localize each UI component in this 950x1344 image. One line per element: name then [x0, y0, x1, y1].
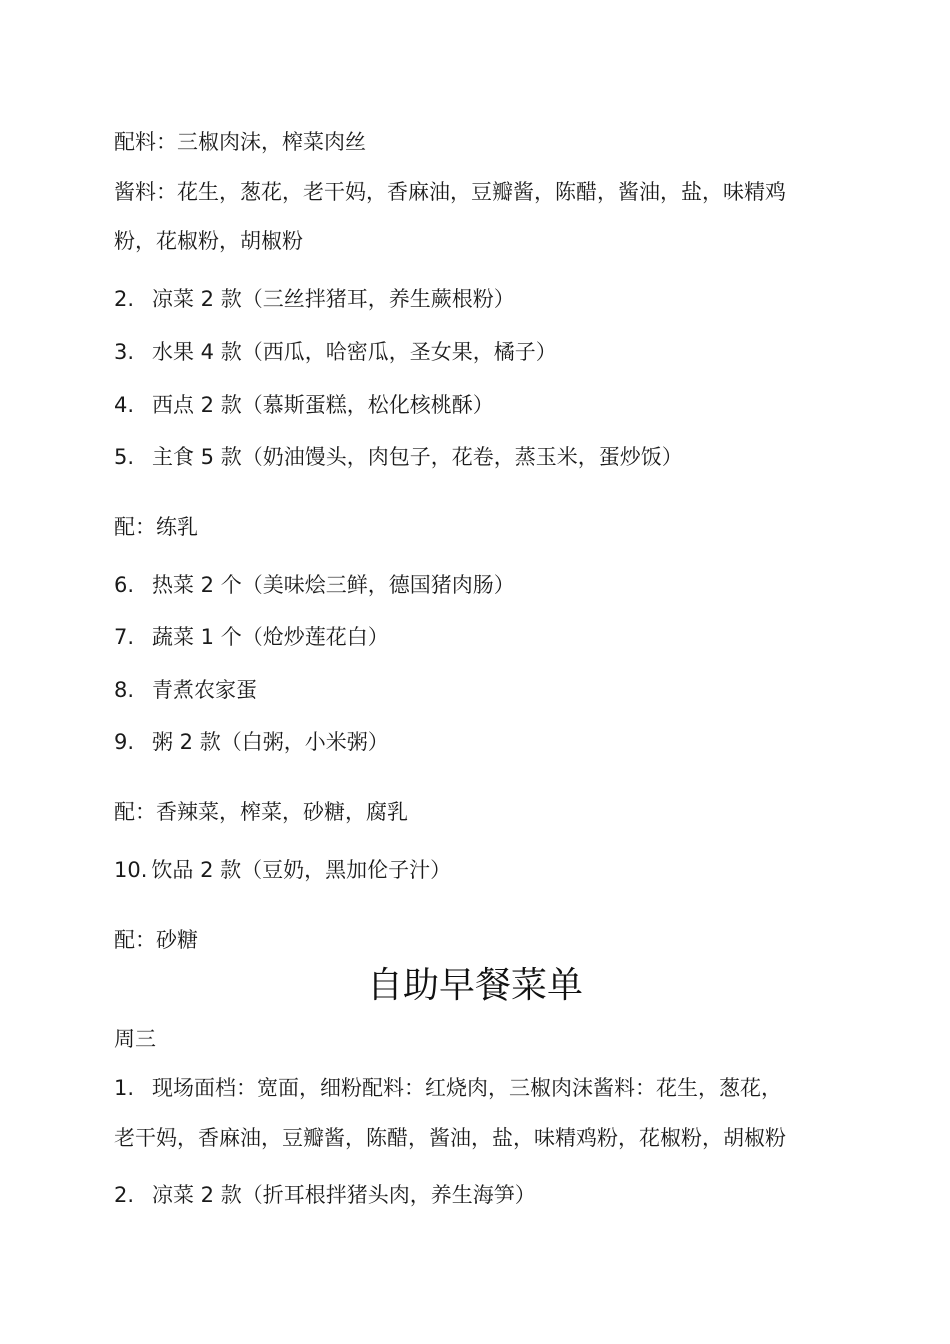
noodle-station-continued	[114, 1124, 786, 1152]
weekday-label	[114, 1025, 156, 1053]
item-text: 现场面档：宽面，细粉配料：红烧肉，三椒肉沫酱料：花生，葱花，	[152, 1076, 782, 1100]
item-number: 4.	[114, 393, 135, 417]
item-text: 热菜 2 个（美味烩三鲜，德国猪肉肠）	[152, 573, 515, 597]
item-number: 6.	[114, 573, 135, 597]
item-number: 2.	[114, 1183, 135, 1207]
sauce-line-continued	[114, 227, 303, 255]
item-text: 凉菜 2 款（折耳根拌猪头肉，养生海笋）	[152, 1183, 536, 1207]
side-note-text: 配：练乳	[114, 515, 198, 539]
menu-item-staple	[114, 443, 683, 471]
item-text: 水果 4 款（西瓜，哈密瓜，圣女果，橘子）	[152, 340, 557, 364]
side-note-condiments	[114, 798, 408, 826]
weekday-text: 周三	[114, 1027, 156, 1051]
item-number: 5.	[114, 445, 135, 469]
item-number: 10.	[114, 858, 148, 882]
menu-item-porridge	[114, 728, 389, 756]
menu-item-egg	[114, 676, 257, 704]
item-text: 凉菜 2 款（三丝拌猪耳，养生蕨根粉）	[152, 287, 515, 311]
side-note-milk	[114, 513, 198, 541]
item-text: 饮品 2 款（豆奶，黑加伦子汁）	[151, 858, 452, 882]
menu-item-cold-dishes	[114, 285, 515, 313]
item-number: 1.	[114, 1076, 135, 1100]
item-text: 青煮农家蛋	[152, 678, 257, 702]
garnish-text: 配料：三椒肉沫，榨菜肉丝	[114, 130, 366, 154]
item-number: 2.	[114, 287, 135, 311]
item-text: 西点 2 款（慕斯蛋糕，松化核桃酥）	[152, 393, 494, 417]
menu-item-drinks	[114, 856, 451, 884]
item-number: 9.	[114, 730, 135, 754]
menu-item-noodle-station	[114, 1074, 782, 1102]
side-note-text: 配：香辣菜，榨菜，砂糖，腐乳	[114, 800, 408, 824]
item-number: 7.	[114, 625, 135, 649]
sauce-line	[114, 178, 786, 206]
garnish-line	[114, 128, 366, 156]
item-text-continued: 老干妈，香麻油，豆瓣酱，陈醋，酱油，盐，味精鸡粉，花椒粉，胡椒粉	[114, 1126, 786, 1150]
sauce-text-continued: 粉，花椒粉，胡椒粉	[114, 229, 303, 253]
menu-item-pastry	[114, 391, 494, 419]
menu-item-vegetable	[114, 623, 389, 651]
side-note-sugar	[114, 926, 198, 954]
side-note-text: 配：砂糖	[114, 928, 198, 952]
page-title: 自助早餐菜单	[366, 965, 583, 1006]
menu-item-cold-dishes-wed	[114, 1181, 536, 1209]
item-text: 粥 2 款（白粥，小米粥）	[152, 730, 389, 754]
sauce-text: 酱料：花生，葱花，老干妈，香麻油，豆瓣酱，陈醋，酱油，盐，味精鸡	[114, 180, 786, 204]
item-number: 8.	[114, 678, 135, 702]
item-number: 3.	[114, 340, 135, 364]
menu-item-hot-dishes	[114, 571, 515, 599]
item-text: 蔬菜 1 个（炝炒莲花白）	[152, 625, 389, 649]
item-text: 主食 5 款（奶油馒头，肉包子，花卷，蒸玉米，蛋炒饭）	[152, 445, 683, 469]
menu-item-fruit	[114, 338, 557, 366]
